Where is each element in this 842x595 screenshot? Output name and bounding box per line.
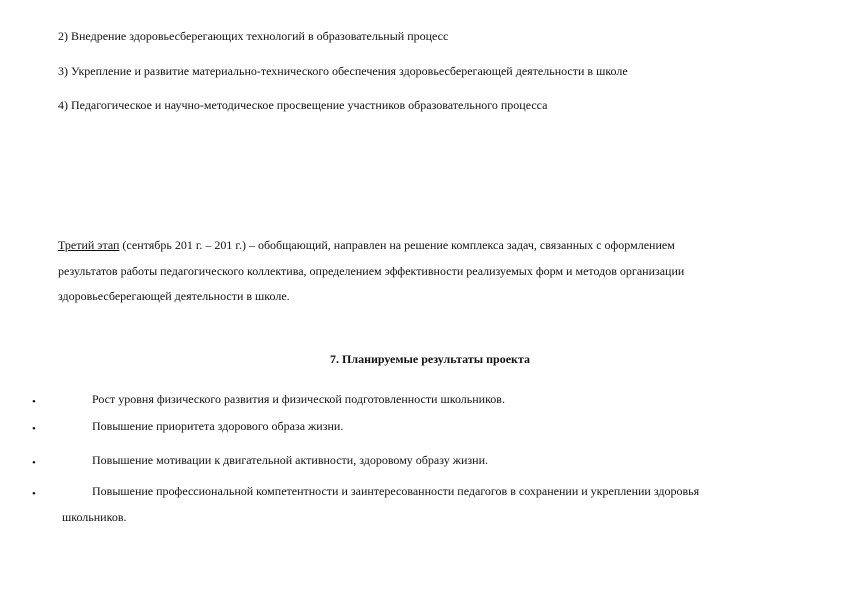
results-item-4: Повышение профессиональной компетентности и заинтересованности педагогов в сохранении и укреплении здоровья [92,484,700,498]
stage3-line3: здоровьесберегающей деятельности в школе. [58,289,290,303]
bullet-icon: • [32,488,36,500]
results-item-2: Повышение приоритета здорового образа жизни. [92,419,344,433]
bullet-icon: • [32,396,36,408]
results-heading: 7. Планируемые результаты проекта [330,352,530,366]
results-item-4-continuation: школьников. [62,510,127,524]
task-item-3: 3) Укрепление и развитие материально-технического обеспечения здоровьесберегающей деятельности в школе [58,64,628,78]
stage3-line1 [58,238,675,252]
bullet-icon: • [32,423,36,435]
stage3-line2: результатов работы педагогического коллектива, определением эффективности реализуемых форм и методов организации [58,264,685,278]
stage3-title: Третий этап [58,238,120,252]
results-item-1: Рост уровня физического развития и физической подготовленности школьников. [92,392,505,406]
task-item-4: 4) Педагогическое и научно-методическое просвещение участников образовательного процесса [58,98,548,112]
results-item-3: Повышение мотивации к двигательной активности, здоровому образу жизни. [92,453,489,467]
bullet-icon: • [32,457,36,469]
stage3-line1-text: (сентябрь 201 г. – 201 г.) – обобщающий, направлен на решение комплекса задач, связанных с оформлением [119,238,675,252]
task-item-2: 2) Внедрение здоровьесберегающих технологий в образовательный процесс [58,29,449,43]
